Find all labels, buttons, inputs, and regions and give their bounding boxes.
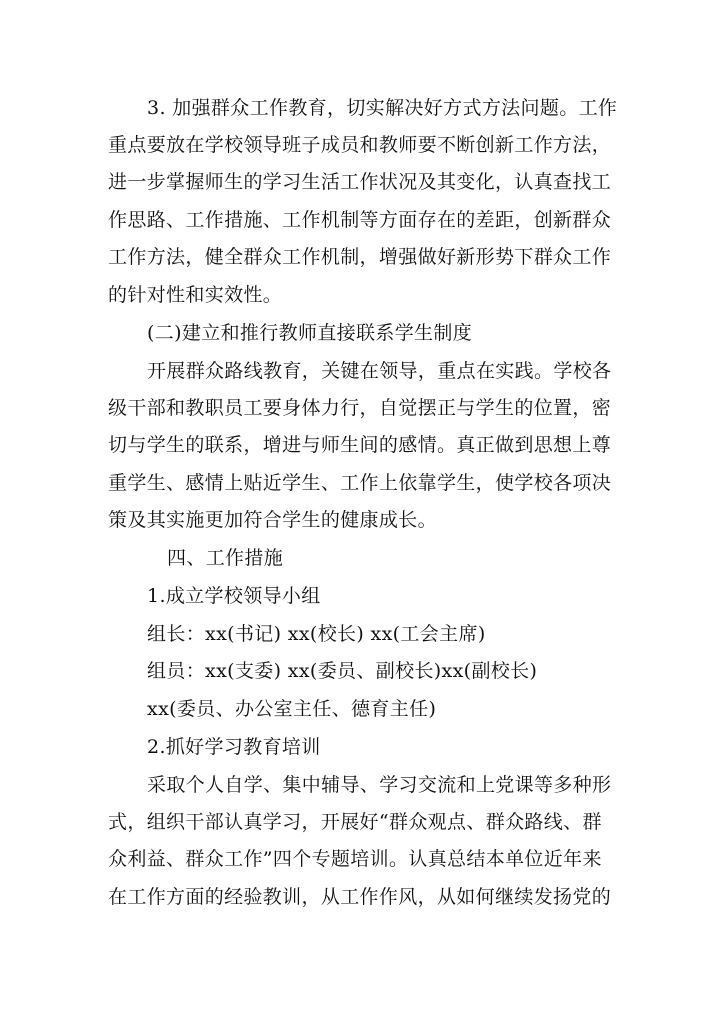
section-heading-4: 四、工作措施 bbox=[167, 547, 284, 569]
paragraph-3-line-2: 重点要放在学校领导班子成员和教师要不断创新工作方法， bbox=[108, 134, 612, 156]
section-heading-2: (二)建立和推行教师直接联系学生制度 bbox=[147, 322, 473, 344]
paragraph-3-line-6: 的针对性和实效性。 bbox=[108, 284, 283, 306]
training-paragraph-line-4: 在工作方面的经验教训，从工作作风，从如何继续发扬党的 bbox=[108, 886, 612, 908]
paragraph-2-line-5: 策及其实施更加符合学生的健康成长。 bbox=[108, 509, 437, 531]
paragraph-3-line-3: 进一步掌握师生的学习生活工作状况及其变化，认真查找工 bbox=[108, 171, 612, 193]
training-paragraph-line-1: 采取个人自学、集中辅导、学习交流和上党课等多种形 bbox=[147, 774, 612, 796]
group-leader-line: 组长：xx(书记) xx(校长) xx(工会主席) bbox=[147, 623, 486, 645]
paragraph-2-line-4: 重学生、感情上贴近学生、工作上依靠学生，使学校各项决 bbox=[108, 472, 612, 494]
paragraph-3-line-5: 工作方法，健全群众工作机制，增强做好新形势下群众工作 bbox=[108, 246, 612, 268]
item-1-heading: 1.成立学校领导小组 bbox=[147, 585, 321, 607]
item-2-heading: 2.抓好学习教育培训 bbox=[147, 736, 321, 758]
training-paragraph-line-3: 众利益、群众工作”四个专题培训。认真总结本单位近年来 bbox=[108, 848, 602, 870]
paragraph-3-line-1: 3. 加强群众工作教育，切实解决好方式方法问题。工作 bbox=[147, 97, 618, 119]
paragraph-2-line-1: 开展群众路线教育，关键在领导，重点在实践。学校各 bbox=[147, 360, 612, 382]
training-paragraph-line-2: 式，组织干部认真学习，开展好“群众观点、群众路线、群 bbox=[108, 811, 602, 833]
group-members-line: 组员：xx(支委) xx(委员、副校长)xx(副校长) bbox=[147, 660, 538, 682]
group-members-line-2: xx(委员、办公室主任、德育主任) bbox=[147, 698, 437, 720]
paragraph-3-line-4: 作思路、工作措施、工作机制等方面存在的差距，创新群众 bbox=[108, 209, 612, 231]
paragraph-2-line-2: 级干部和教职员工要身体力行，自觉摆正与学生的位置，密 bbox=[108, 397, 612, 419]
paragraph-2-line-3: 切与学生的联系，增进与师生间的感情。真正做到思想上尊 bbox=[108, 434, 612, 456]
